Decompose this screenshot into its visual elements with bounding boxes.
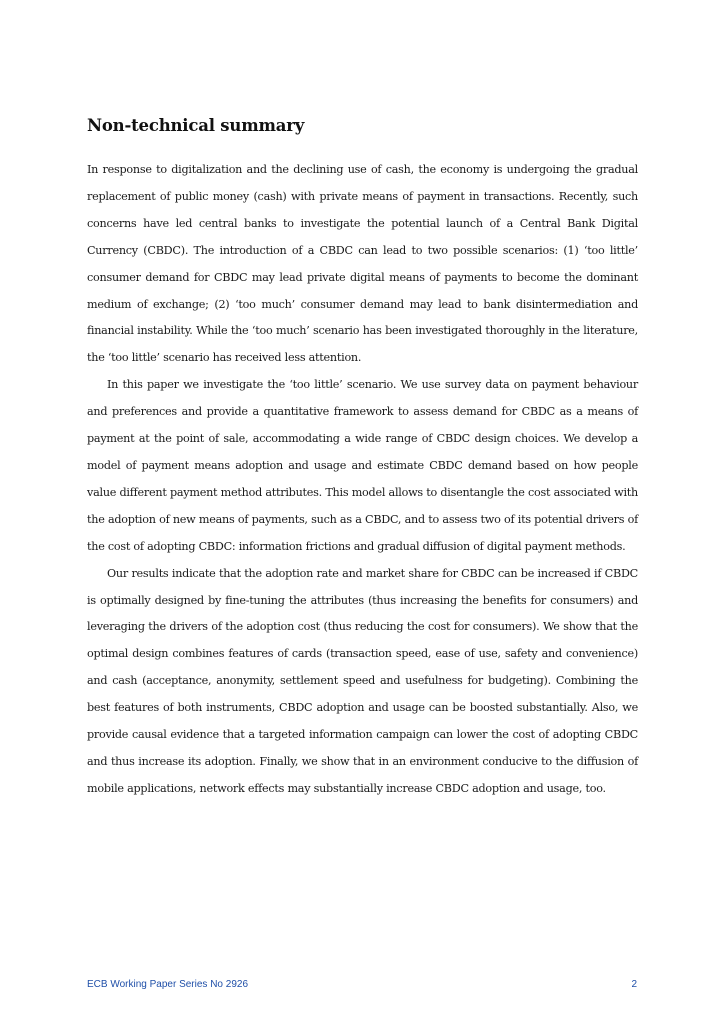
paragraph-2: In this paper we investigate the ‘too little’ scenario. We use survey data on payment behaviour and preferences and provide a quantitative framework to assess demand for CBDC as a means of payment at the point of sale, accommodating a wide range of CBDC design choices. We develop a model of payment means adoption and usage and estimate CBDC demand based on how people value different payment method attributes. This model allows to disentangle the cost associated with the adoption of new means of payments, such as a CBDC, and to assess two of its potential drivers of the cost of adopting CBDC: information frictions and gradual diffusion of digital payment methods. — [87, 378, 638, 553]
section-heading: Non-technical summary — [87, 116, 305, 135]
footer-series-label: ECB Working Paper Series No 2926 — [87, 979, 249, 990]
summary-body — [87, 157, 638, 803]
paragraph-3: Our results indicate that the adoption rate and market share for CBDC can be increased if CBDC is optimally designed by fine-tuning the attributes (thus increasing the benefits for consumers) and leveraging the drivers of the adoption cost (thus reducing the cost for consumers). We show that the optimal design combines features of cards (transaction speed, ease of use, safety and convenience) and cash (acceptance, anonymity, settlement speed and usefulness for budgeting). Combining the best features of both instruments, CBDC adoption and usage can be boosted substantially. Also, we provide causal evidence that a targeted information campaign can lower the cost of adopting CBDC and thus increase its adoption. Finally, we show that in an environment conducive to the diffusion of mobile applications, network effects may substantially increase CBDC adoption and usage, too. — [87, 566, 638, 795]
paragraph-1: In response to digitalization and the declining use of cash, the economy is undergoing the gradual replacement of public money (cash) with private means of payment in transactions. Recently, such concerns have led central banks to investigate the potential launch of a Central Bank Digital Currency (CBDC). The introduction of a CBDC can lead to two possible scenarios: (1) ‘too little’ consumer demand for CBDC may lead private digital means of payments to become the dominant medium of exchange; (2) ‘too much’ consumer demand may lead to bank disintermediation and financial instability. While the ‘too much’ scenario has been investigated thoroughly in the literature, the ‘too little’ scenario has received less attention. — [87, 163, 638, 365]
footer-page-number: 2 — [631, 979, 637, 990]
